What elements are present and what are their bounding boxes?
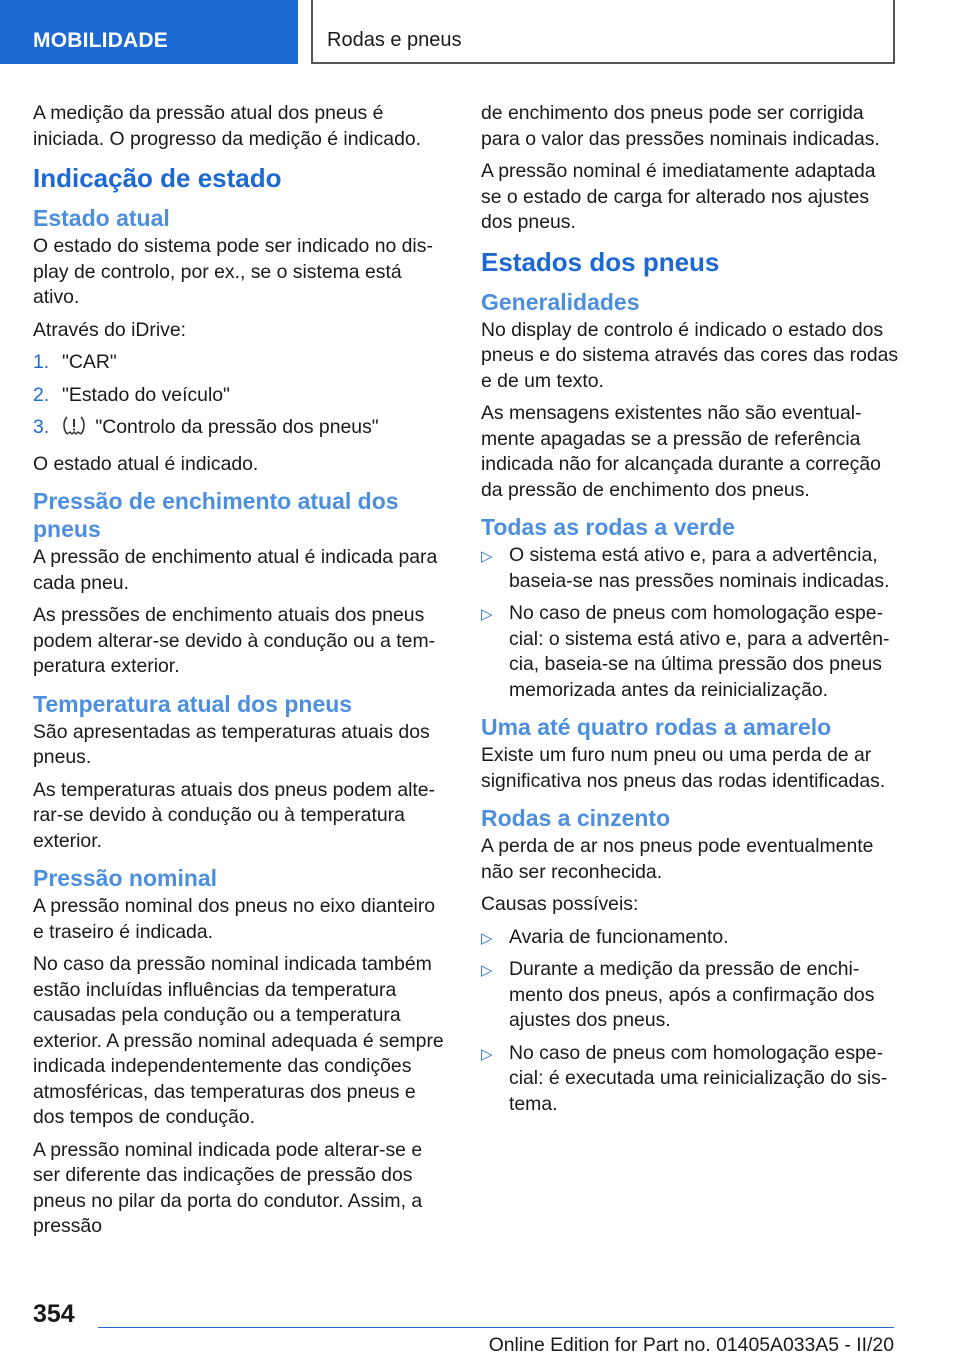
section-heading-status: Indicação de estado xyxy=(33,163,282,193)
list-item: ▷ No caso de pneus com homologação especial: é executada uma reinicialização do sistema. xyxy=(481,1041,888,1115)
subheading-current-pressure: Pressão de enchimento atual dos pneus xyxy=(33,488,399,542)
paragraph: O estado atual é indicado. xyxy=(33,452,259,475)
header-chapter-title: Rodas e pneus xyxy=(311,0,895,64)
paragraph: A pressão nominal dos pneus no eixo dianteiro e traseiro é indicada. xyxy=(33,895,436,943)
list-item: ▷ O sistema está ativo e, para a advertência, baseia-se nas pressões nominais indicadas. xyxy=(481,544,890,592)
left-column xyxy=(33,101,451,1247)
list-item xyxy=(33,415,451,445)
footer-edition: Online Edition for Part no. 01405A033A5 - II/20 xyxy=(488,1334,894,1356)
subheading-grey: Rodas a cinzento xyxy=(481,805,671,831)
paragraph: São apresentadas as temperaturas atuais dos pneus. xyxy=(33,720,430,768)
paragraph: A perda de ar nos pneus pode eventualmente não ser reconhecida. xyxy=(481,835,874,883)
paragraph: A pressão de enchimento atual é indicada para cada pneu. xyxy=(33,546,438,594)
triangle-bullet-icon: ▷ xyxy=(481,548,493,565)
triangle-bullet-icon: ▷ xyxy=(481,929,493,947)
paragraph: Causas possíveis: xyxy=(481,893,639,915)
paragraph: O estado do sistema pode ser indicado no display de controlo, por ex., se o sistema está ativo. xyxy=(33,235,433,308)
paragraph: Através do iDrive: xyxy=(33,318,187,341)
step-number: 1. xyxy=(33,351,50,373)
paragraph: As mensagens existentes não são eventualmente apagadas se a pressão de referência indicada não for alcançada durante a correção da pressão de enchimento dos pneus. xyxy=(481,402,881,501)
paragraph: No caso da pressão nominal indicada também estão incluídas influências da temperatura causadas pela condução ou a temperatura exterior. A pressão nominal adequada é sempre indicada independentemente das condições atmosféricas, das temperaturas dos pneus e dos tempos de condução. xyxy=(33,953,444,1128)
section-heading-tire-states: Estados dos pneus xyxy=(481,246,720,277)
subheading-all-green: Todas as rodas a verde xyxy=(481,514,735,540)
tire-pressure-warning-icon xyxy=(62,415,86,445)
step-text: "Controlo da pressão dos pneus" xyxy=(95,416,379,438)
list-item xyxy=(33,350,451,376)
paragraph: Existe um furo num pneu ou uma perda de ar significativa nos pneus das rodas identificadas. xyxy=(481,744,886,792)
right-column xyxy=(481,101,899,1124)
subheading-current-temperature: Temperatura atual dos pneus xyxy=(33,690,353,717)
green-status-list xyxy=(481,543,899,703)
page-number: 354 xyxy=(33,1300,75,1328)
list-item: ▷ Durante a medição da pressão de enchimento dos pneus, após a confirmação dos ajustes dos pneus. xyxy=(481,958,875,1031)
subheading-current-state: Estado atual xyxy=(33,205,170,231)
list-item: ▷ No caso de pneus com homologação especial: o sistema está ativo e, para a advertência, baseia-se na última pressão dos pneus memorizada antes da reinicialização. xyxy=(481,602,890,701)
subheading-general: Generalidades xyxy=(481,288,640,315)
triangle-bullet-icon: ▷ xyxy=(481,962,493,979)
paragraph: de enchimento dos pneus pode ser corrigida para o valor das pressões nominais indicadas. xyxy=(481,102,880,150)
triangle-bullet-icon: ▷ xyxy=(481,606,493,623)
triangle-bullet-icon: ▷ xyxy=(481,1045,493,1063)
paragraph: A pressão nominal é imediatamente adaptada se o estado de carga for alterado nos ajustes dos pneus. xyxy=(481,160,876,233)
paragraph: No display de controlo é indicado o estado dos pneus e do sistema através das cores das rodas e de um texto. xyxy=(481,318,899,392)
grey-causes-list xyxy=(481,925,899,1118)
list-item: ▷ Avaria de funcionamento. xyxy=(481,925,899,951)
list-item xyxy=(33,383,451,409)
step-number: 3. xyxy=(33,416,50,438)
paragraph: As temperaturas atuais dos pneus podem alterar-se devido à condução ou à temperatura exterior. xyxy=(33,778,436,852)
step-number: 2. xyxy=(33,383,50,406)
paragraph: A pressão nominal indicada pode alterar-se e ser diferente das indicações de pressão dos pneus no pilar da porta do condutor. Assim, a pressão xyxy=(33,1138,423,1237)
subheading-nominal-pressure: Pressão nominal xyxy=(33,865,218,891)
idrive-steps-list xyxy=(33,350,451,445)
step-text: "CAR" xyxy=(62,351,117,373)
paragraph: A medição da pressão atual dos pneus é iniciada. O progresso da medição é indicado. xyxy=(33,102,422,150)
step-text: "Estado do veículo" xyxy=(62,383,230,406)
paragraph: As pressões de enchimento atuais dos pneus podem alterar-se devido à condução ou a temperatura exterior. xyxy=(33,604,436,677)
header-section-tab: MOBILIDADE xyxy=(0,0,298,64)
footer-divider xyxy=(98,1327,894,1328)
subheading-yellow: Uma até quatro rodas a amarelo xyxy=(481,714,832,740)
